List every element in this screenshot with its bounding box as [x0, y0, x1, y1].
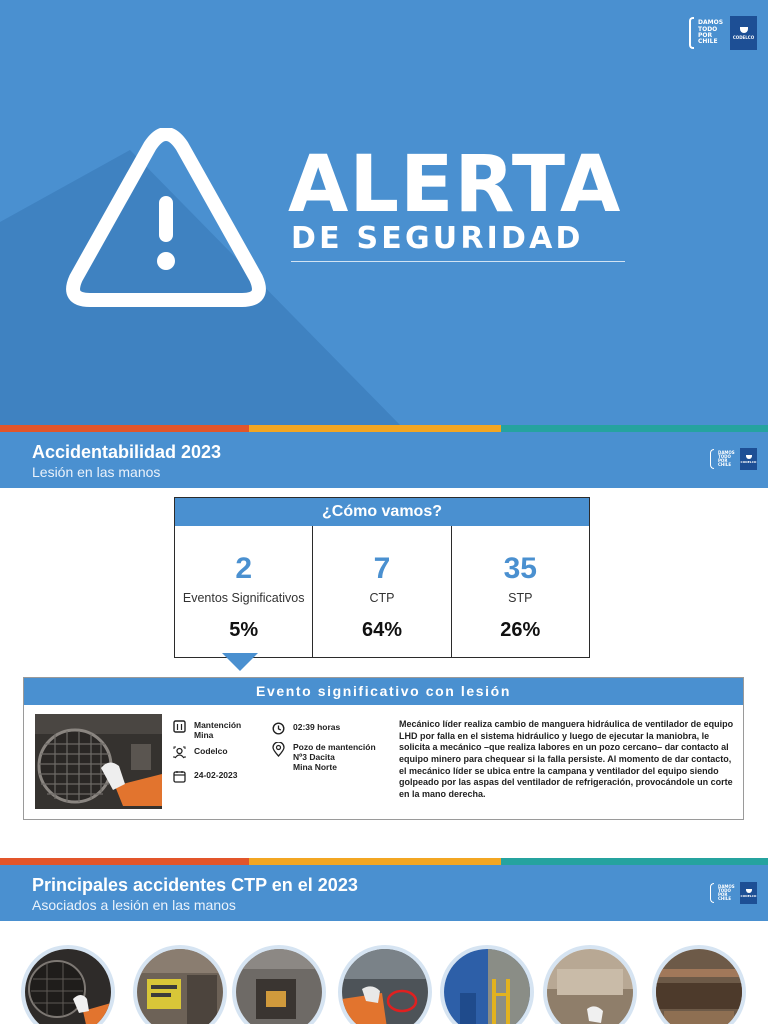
- stat-number: 7: [373, 552, 391, 585]
- stat-number: 2: [235, 552, 252, 585]
- stat-label: STP: [508, 591, 533, 605]
- alert-subtitle: DE SEGURIDAD: [291, 221, 584, 256]
- logo-bracket: [689, 17, 694, 49]
- stat-label: Eventos Significativos: [182, 591, 305, 605]
- alert-title: ALERTA: [288, 140, 622, 230]
- stat-ctp: [313, 526, 451, 657]
- section-subtitle: Asociados a lesión en las manos: [32, 897, 236, 913]
- event-photo: [35, 714, 162, 809]
- accident-photo-1: [21, 945, 115, 1024]
- location-pin-icon: [272, 742, 285, 757]
- stat-label: CTP: [369, 591, 395, 605]
- event-card: [23, 677, 744, 820]
- section-title: Principales accidentes CTP en el 2023: [32, 875, 358, 895]
- accident-photo-6: [543, 945, 637, 1024]
- clock-icon: [272, 722, 285, 735]
- color-stripe: [0, 858, 768, 865]
- logo-slogan: DAMOS TODO POR CHILE: [698, 19, 724, 46]
- section-header-accidentabilidad: [0, 432, 768, 488]
- event-area: Mantención Mina: [173, 720, 241, 740]
- stats-title: ¿Cómo vamos?: [175, 498, 589, 526]
- person-icon: [173, 746, 186, 759]
- hero-banner: [0, 0, 768, 425]
- accident-photo-2: [133, 945, 227, 1024]
- event-location: Pozo de mantención Nº3 Dacita Mina Norte: [272, 742, 376, 773]
- event-time: 02:39 horas: [272, 722, 340, 735]
- brand-logo-small: DAMOS TODO POR CHILE CODELCO: [710, 448, 757, 470]
- building-icon: [173, 720, 186, 733]
- accident-photo-7: [652, 945, 746, 1024]
- stat-percent: 64%: [361, 619, 402, 641]
- section-header-ctp: [0, 865, 768, 921]
- warning-triangle-icon: [66, 128, 266, 310]
- section-subtitle: Lesión en las manos: [32, 464, 161, 480]
- stats-table: [174, 497, 590, 658]
- brand-logo: [689, 16, 757, 50]
- accident-photo-3: [232, 945, 326, 1024]
- brand-logo-small: DAMOS TODO POR CHILE CODELCO: [710, 882, 757, 904]
- accident-photo-4: [338, 945, 432, 1024]
- codelco-logo-icon: CODELCO: [740, 882, 757, 904]
- accident-photo-5: [440, 945, 534, 1024]
- event-description: Mecánico líder realiza cambio de manguera hidráulica de ventilador de equipo LHD por falla en el sistema hidráulico y luego de ejecutar la maniobra, le solicita a mecánico –que realiza labores en un pozo cercano– dar contacto al equipo minero para chequear si la falla persiste. Al momento de dar contacto, el mecánico líder se ubica entre la campana y ventilador del equipo siendo golpeado por las aspas del ventilador de refrigeración, provocándole un corte en la mano derecha.: [399, 719, 734, 800]
- title-underline: [291, 261, 625, 262]
- stat-percent: 26%: [500, 619, 541, 641]
- event-title: Evento significativo con lesión: [24, 678, 743, 705]
- codelco-logo-icon: CODELCO: [740, 448, 757, 470]
- color-stripe: [0, 425, 768, 432]
- calendar-icon: [173, 770, 186, 783]
- section-title: Accidentabilidad 2023: [32, 442, 222, 462]
- stat-stp: [452, 526, 589, 657]
- stat-percent: 5%: [229, 619, 259, 641]
- event-date: 24-02-2023: [173, 770, 237, 783]
- stat-number: 35: [503, 552, 537, 585]
- pointer-arrow-icon: [222, 653, 258, 671]
- codelco-logo-icon: CODELCO: [730, 16, 757, 50]
- event-company: Codelco: [173, 746, 228, 759]
- stat-eventos-significativos: [175, 526, 313, 657]
